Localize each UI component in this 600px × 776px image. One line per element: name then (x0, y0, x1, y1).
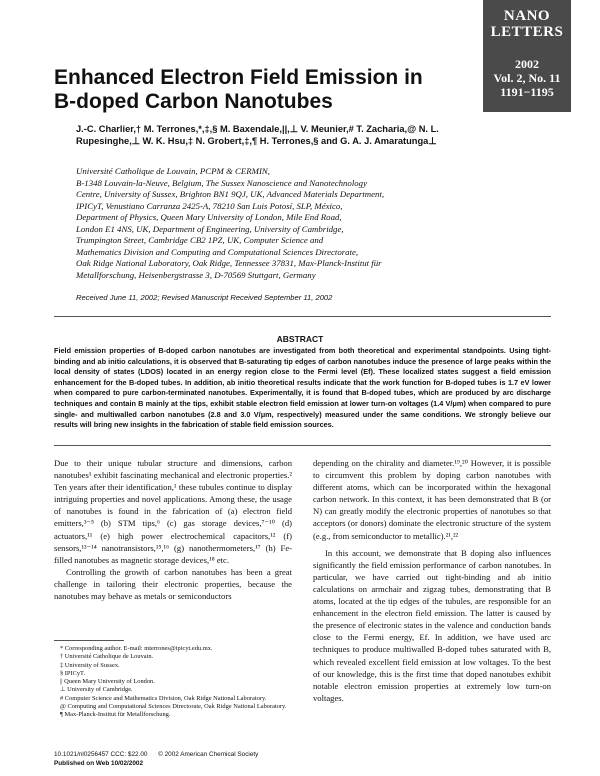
author-list: J.-C. Charlier,† M. Terrones,*,‡,§ M. Baxendale,||,⊥ V. Meunier,# T. Zacharia,@ N. L. Rupesinghe,⊥ W. K. Hsu,‡ N. Grobert,‡,¶ H. Terrones,§ and G. A. J. Amaratunga⊥ (76, 124, 439, 146)
journal-name (483, 8, 571, 40)
affiliation-line: Metallforschung, Heisenbergstrasse 3, D-70569 Stuttgart, Germany (76, 269, 316, 280)
body-paragraph: depending on the chirality and diameter.¹⁹,²⁰ However, it is possible to circumvent this problem by doping carbon nanotubes with different atoms, which can be incorporated within the hexagonal carbon network. In this context, it has been demonstrated that B (or N) can greatly modify the electronic properties of nanotubes so that acceptors (or donors) dominate the electronic structure of the system (e.g., from semiconductor to metallic).²¹,²² (313, 458, 551, 541)
affiliation-line: Centre, University of Sussex, Brighton BN1 9QJ, UK, Advanced Materials Department, (76, 189, 385, 199)
footnote: @ Computing and Computational Sciences Directorate, Oak Ridge National Laboratory. (60, 703, 287, 711)
abstract-bottom-rule (54, 445, 551, 446)
affiliation-line: Department of Physics, Queen Mary University of London, Mile End Road, (76, 212, 342, 222)
affiliation-line: Oak Ridge National Laboratory, Oak Ridge, Tennessee 37831, Max-Planck-Institut für (76, 258, 382, 268)
footnote-rule (54, 640, 124, 641)
body-paragraph: Controlling the growth of carbon nanotubes has been a great challenge in tailoring their electronic properties, because the nanotubes may behave as metals or semiconductors (54, 566, 292, 602)
affiliation-line: Mathematics Division and Computing and Computational Sciences Directorate, (76, 246, 359, 257)
title-line-2: B-doped Carbon Nanotubes (54, 90, 333, 113)
journal-name-line1: NANO (503, 8, 551, 24)
journal-volume: Vol. 2, No. 11 (493, 71, 561, 85)
right-column (313, 457, 551, 704)
left-column (54, 457, 292, 602)
footnote: § IPICyT. (60, 669, 86, 677)
journal-badge (483, 0, 571, 112)
journal-name-line2: LETTERS (490, 24, 564, 40)
affiliation-line: London E1 4NS, UK, Department of Engineering, University of Cambridge, (76, 223, 344, 234)
body-paragraph: Due to their unique tubular structure and dimensions, carbon nanotubes¹ exhibit fascinating mechanical and electronic properties.² Ten years after their identification,¹ these tubules continue to display intriguing properties and novel applications. Among these, the usage of nanotubes is found in the fabrication of (a) electron field emitters,³⁻⁵ (b) STM tips,⁶ (c) gas storage devices,⁷⁻¹⁰ (d) actuators,¹¹ (e) high power electrochemical capacitors,¹² (f) sensors,¹³⁻¹⁴ nanotransistors,¹⁵,¹⁶ (g) nanothermometers,¹⁷ (h) Fe-filled nanotubes as magnetic storage devices,¹⁸ etc. (54, 458, 292, 565)
affiliation-line: Université Catholique de Louvain, PCPM & CERMIN, (76, 166, 270, 176)
footnote: # Computer Science and Mathematics Division, Oak Ridge National Laboratory. (60, 694, 267, 702)
paper-title (54, 66, 474, 114)
journal-pages: 1191−1195 (500, 85, 554, 99)
affiliation-line: IPICyT, Venustiano Carranza 2425-A, 78210 San Luis Potosí, SLP, México, (76, 200, 343, 211)
footnote: ‡ University of Sussex. (60, 661, 120, 669)
body-paragraph: In this account, we demonstrate that B doping also influences significantly the field emission performance of carbon nanotubes. In particular, we have carried out tight-binding and ab initio calculations on armchair and zigzag tubes, demonstrating that B atoms, located at the tip edges of the tubules, are responsible for an enhancement in the electron field emission. The latter is caused by the presence of electronic states in the valence and conduction bands close to the Fermi energy, Ef. In addition, we have used arc techniques to produce multiwalled B-doped tubes saturated with B, which revealed excellent field emission at low voltages. To the best of our knowledge, this is the first time that doped nanotubes exhibit notable electron emission properties at extremely low turn-on voltages. (313, 547, 551, 703)
footnote: † Université Catholique de Louvain. (60, 653, 154, 661)
published-line: Published on Web 10/02/2002 (54, 759, 144, 767)
footnote: ⊥ University of Cambridge. (60, 686, 133, 694)
journal-year: 2002 (515, 57, 539, 71)
affiliation-line: Trumpington Street, Cambridge CB2 1PZ, UK, Computer Science and (76, 235, 324, 245)
abstract-top-rule (54, 316, 551, 317)
page-footer (54, 751, 354, 768)
footnote: ¶ Max-Planck-Institut für Metallforschung. (60, 711, 171, 719)
footnote: * Corresponding author. E-mail: mterrones@ipicyt.edu.mx. (60, 645, 213, 652)
title-line-1: Enhanced Electron Field Emission in (54, 66, 423, 89)
received-dates: Received June 11, 2002; Revised Manuscript Received September 11, 2002 (76, 293, 333, 302)
footnote: || Queen Mary University of London. (60, 678, 155, 686)
doi-line: 10.1021/nl0256457 CCC: $22.00 © 2002 American Chemical Society (54, 751, 259, 758)
affiliations (76, 166, 506, 281)
abstract-heading: ABSTRACT (276, 334, 324, 344)
affiliation-line: B-1348 Louvain-la-Neuve, Belgium, The Sussex Nanoscience and Nanotechnology (76, 177, 367, 188)
footnotes (54, 645, 294, 720)
abstract-text: Field emission properties of B-doped carbon nanotubes are investigated from both theoretical and experimental standpoints. Using tight-binding and ab initio calculations, it is observed that B-saturating tip edges of carbon nanotubes induce the presence of large peaks within the local density of states (LDOS) located in an energy region close to the Fermi level (Ef). These localized states suggest a field emission enhancement for the B-doped tubes. In addition, ab initio theoretical results indicate that the work function for B-doped tubes is 1.7 eV lower when compared to pure carbon-terminated nanotubes. Experimentally, it is found that B-doped tubes, which are produced by arc discharge techniques and contain B mainly at the tips, exhibit stable electron field emission at lower turn-on voltages (1.4 V/μm) when compared to pure single- and multiwalled carbon nanotubes (2.8 and 3.0 V/μm, respectively) measured under the same conditions. We strongly believe our results will bring new insights in the fabrication of stable field emission sources. (54, 346, 551, 430)
